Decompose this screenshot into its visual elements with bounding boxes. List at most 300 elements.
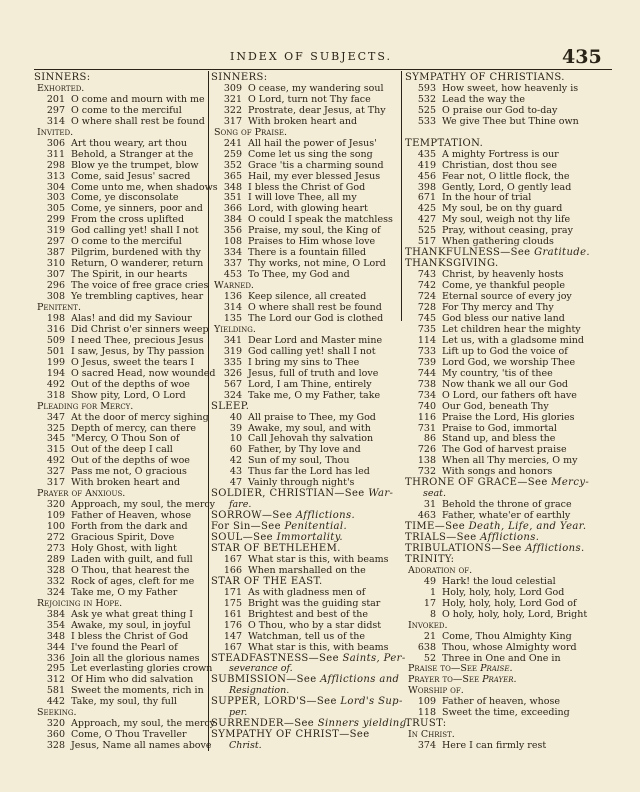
hymn-number: 306	[46, 137, 65, 149]
first-line: Alas! and did my Saviour	[71, 312, 192, 324]
hymn-number: 42	[229, 455, 242, 467]
first-line: Of Him who did salvation	[71, 674, 194, 686]
hymn-number: 334	[223, 247, 242, 259]
hymn-number: 17	[423, 597, 436, 609]
reference-target: Afflictions.	[295, 510, 356, 522]
subject-heading: SYMPATHY OF CHRISTIANS.	[405, 72, 565, 83]
first-line: Ye trembling captives, hear	[71, 291, 204, 303]
hymn-number: 581	[46, 685, 65, 697]
first-line: Keep silence, all created	[248, 291, 367, 303]
index-entry	[405, 610, 613, 621]
first-line: Praise, my soul, the King of	[248, 225, 381, 237]
first-line: Lord God, we worship Thee	[442, 356, 576, 368]
first-line: Gracious Spirit, Dove	[71, 532, 175, 544]
hymn-number: 731	[417, 422, 436, 434]
hymn-number: 366	[223, 203, 242, 215]
column-divider-2	[401, 71, 402, 321]
first-line: Holy, holy, holy, Lord God of	[442, 597, 577, 609]
hymn-number: 427	[417, 214, 436, 226]
hymn-number: 348	[46, 630, 65, 642]
reference-label: SUPPER, LORD'S—See	[211, 696, 341, 708]
index-column-3	[405, 73, 613, 752]
reference-label: THANKFULNESS—See	[405, 247, 535, 259]
first-line: Awake, my soul, in joyful	[71, 619, 191, 631]
hymn-number: 303	[46, 192, 65, 204]
hymn-number: 744	[417, 367, 436, 379]
reference-label: SURRENDER—See	[211, 718, 318, 730]
index-column-1	[34, 72, 218, 752]
subject-heading: TRUST:	[405, 718, 447, 730]
first-line: O cease, my wandering soul	[248, 82, 384, 94]
first-line: My country, 'tis of thee	[442, 367, 553, 379]
first-line: Blow ye the trumpet, blow	[71, 159, 199, 171]
hymn-number: 735	[417, 323, 436, 335]
first-line: How sweet, how heavenly is	[442, 82, 579, 94]
hymn-number: 733	[417, 345, 436, 357]
hymn-number: 166	[223, 564, 242, 576]
hymn-number: 726	[417, 444, 436, 456]
hymn-number: 398	[417, 181, 436, 193]
subheading: Seeking.	[37, 707, 77, 719]
reference-target: per.	[229, 707, 248, 719]
first-line: O where shall rest be found	[248, 302, 382, 314]
hymn-number: 47	[229, 477, 242, 489]
hymn-number: 328	[46, 740, 65, 752]
hymn-number: 297	[46, 104, 65, 116]
index-entry	[211, 391, 399, 402]
first-line: Now thank we all our God	[442, 378, 569, 390]
subheading: Rejoicing in Hope.	[37, 597, 123, 609]
first-line: Come let us sing the song	[248, 148, 373, 160]
hymn-number: 304	[46, 181, 65, 193]
first-line: Fear not, O little flock, the	[442, 170, 570, 182]
first-line: O holy, holy, holy, Lord, Bright	[442, 608, 588, 620]
hymn-number: 365	[223, 170, 242, 182]
hymn-number: 43	[229, 466, 242, 478]
first-line: Did Christ o'er sinners weep	[71, 323, 209, 335]
first-line: Pray, without ceasing, pray	[442, 225, 573, 237]
first-line: O where shall rest be found	[71, 115, 205, 127]
first-line: As with gladness men of	[248, 586, 366, 598]
hymn-number: 307	[46, 269, 65, 281]
hymn-number: 314	[223, 302, 242, 314]
hymn-number: 109	[46, 510, 65, 522]
hymn-number: 198	[46, 312, 65, 324]
hymn-number: 463	[417, 510, 436, 522]
hymn-number: 108	[223, 236, 242, 248]
hymn-number: 740	[417, 400, 436, 412]
first-line: Holy, holy, holy, Lord God	[442, 586, 565, 598]
hymn-number: 114	[417, 334, 436, 346]
reference-target: Mercy-	[551, 477, 590, 489]
hymn-number: 743	[417, 269, 436, 281]
first-line: Let us, with a gladsome mind	[442, 334, 584, 346]
first-line: O praise our God to-day	[442, 104, 558, 116]
first-line: O could I speak the matchless	[248, 214, 393, 226]
subject-heading: TEMPTATION.	[405, 137, 484, 149]
hymn-number: 10	[229, 433, 242, 445]
subheading: Adoration of.	[408, 564, 473, 576]
first-line: Return, O wanderer, return	[71, 258, 204, 270]
first-line: Take me, O my Father, take	[248, 389, 381, 401]
hymn-number: 354	[46, 619, 65, 631]
index-entry	[405, 741, 613, 752]
first-line: Sun of my soul, Thou	[248, 455, 350, 467]
hymn-number: 60	[229, 444, 242, 456]
hymn-number: 116	[417, 411, 436, 423]
hymn-number: 435	[417, 148, 436, 160]
hymn-number: 332	[46, 575, 65, 587]
first-line: Our God, beneath Thy	[442, 400, 549, 412]
hymn-number: 317	[46, 477, 65, 489]
hymn-number: 312	[46, 674, 65, 686]
hymn-number: 745	[417, 312, 436, 324]
reference-label: SORROW—See	[211, 510, 296, 522]
first-line: I saw, Jesus, by Thy passion	[71, 345, 205, 357]
reference-label: Praise to—See	[408, 663, 481, 675]
first-line: Lord, I am Thine, entirely	[248, 378, 372, 390]
first-line: A mighty Fortress is our	[442, 148, 559, 160]
first-line: Thus far the Lord has led	[248, 466, 370, 478]
hymn-number: 241	[223, 137, 242, 149]
hymn-number: 348	[223, 181, 242, 193]
first-line: Gently, Lord, O gently lead	[442, 181, 572, 193]
hymn-number: 492	[46, 378, 65, 390]
first-line: Praises to Him whose love	[248, 236, 376, 248]
hymn-number: 742	[417, 280, 436, 292]
first-line: O come to the merciful	[71, 236, 182, 248]
first-line: Christ, by heavenly hosts	[442, 269, 564, 281]
hymn-number: 320	[46, 499, 65, 511]
hymn-number: 517	[417, 236, 436, 248]
hymn-number: 336	[46, 652, 65, 664]
hymn-number: 501	[46, 345, 65, 357]
subject-heading: STAR OF BETHLEHEM.	[211, 542, 341, 554]
hymn-number: 309	[223, 82, 242, 94]
first-line: Take me, O my Father	[71, 586, 178, 598]
hymn-number: 345	[46, 433, 65, 445]
hymn-number: 39	[229, 422, 242, 434]
reference-label: THRONE OF GRACE—See	[405, 477, 552, 489]
hymn-number: 324	[46, 586, 65, 598]
first-line: Sweet the time, exceeding	[442, 707, 570, 719]
hymn-number: 344	[46, 641, 65, 653]
first-line: Prostrate, dear Jesus, at Thy	[248, 104, 386, 116]
subheading: Worship of.	[408, 685, 464, 697]
reference-target: War-	[368, 488, 394, 500]
reference-label: SOUL—See	[211, 532, 277, 544]
reference-target: Afflictions.	[525, 542, 585, 554]
hymn-number: 739	[417, 356, 436, 368]
hymn-number: 456	[417, 170, 436, 182]
subject-heading: SINNERS:	[34, 72, 91, 83]
hymn-number: 298	[46, 159, 65, 171]
hymn-number: 384	[46, 608, 65, 620]
first-line: From the cross uplifted	[71, 214, 185, 226]
first-line: Out of the deep I call	[71, 444, 173, 456]
reference-label: SUBMISSION—See	[211, 674, 321, 686]
first-line: When all Thy mercies, O my	[442, 455, 578, 467]
hymn-number: 419	[417, 159, 436, 171]
hymn-number: 100	[46, 521, 65, 533]
hymn-number: 296	[46, 280, 65, 292]
reference-continuation	[211, 741, 399, 752]
hymn-number: 40	[229, 411, 242, 423]
hymn-number: 138	[417, 455, 436, 467]
hymn-number: 49	[423, 575, 436, 587]
hymn-number: 31	[423, 499, 436, 511]
hymn-number: 724	[417, 291, 436, 303]
hymn-number: 317	[223, 115, 242, 127]
first-line: All praise to Thee, my God	[248, 411, 376, 423]
first-line: Hark! the loud celestial	[442, 575, 556, 587]
first-line: Grace 'tis a charming sound	[248, 159, 384, 171]
first-line: I bless the Christ of God	[71, 630, 189, 642]
first-line: The God of harvest praise	[442, 444, 567, 456]
first-line: Thy works, not mine, O Lord	[248, 258, 386, 270]
hymn-number: 109	[417, 696, 436, 708]
subject-heading: THANKSGIVING.	[405, 258, 499, 270]
hymn-number: 322	[223, 104, 242, 116]
first-line: Lead the way the	[442, 93, 526, 105]
hymn-number: 525	[417, 104, 436, 116]
first-line: Laden with guilt, and full	[71, 553, 193, 565]
first-line: "Mercy, O Thou Son of	[71, 433, 180, 445]
first-line: Holy Ghost, with light	[71, 542, 177, 554]
first-line: In the hour of trial	[442, 192, 532, 204]
index-column-2	[211, 72, 411, 752]
subject-heading: SINNERS:	[211, 72, 268, 83]
first-line: Stand up, and bless the	[442, 433, 556, 445]
first-line: O Thou, who by a star didst	[248, 619, 382, 631]
hymn-number: 335	[223, 356, 242, 368]
reference-label: SYMPATHY OF CHRIST—See	[211, 729, 370, 741]
subheading: Yielding.	[214, 323, 256, 335]
index-entry	[34, 391, 206, 402]
subheading: Invited.	[37, 126, 74, 138]
reference-label: TRIALS—See	[405, 532, 481, 544]
reference-label: TIME—See	[405, 521, 469, 533]
first-line: Praise to God, immortal	[442, 422, 557, 434]
reference-target: severance of.	[229, 663, 293, 675]
first-line: Come, ye sinners, poor and	[71, 203, 203, 215]
hymn-number: 593	[417, 82, 436, 94]
subheading: Pleading for Mercy.	[37, 400, 134, 412]
hymn-number: 360	[46, 729, 65, 741]
first-line: God calling yet! shall I not	[71, 225, 199, 237]
first-line: Come, ye disconsolate	[71, 192, 179, 204]
first-line: With broken heart and	[71, 477, 181, 489]
first-line: Pilgrim, burdened with thy	[71, 247, 201, 259]
hymn-number: 321	[223, 93, 242, 105]
reference-target: Christ.	[229, 740, 262, 752]
reference-target: Lord's Sup-	[340, 696, 403, 708]
hymn-number: 295	[46, 663, 65, 675]
first-line: Approach, my soul, the mercy	[71, 499, 216, 511]
hymn-number: 21	[423, 630, 436, 642]
hymn-number: 325	[46, 422, 65, 434]
hymn-number: 567	[223, 378, 242, 390]
hymn-number: 272	[46, 532, 65, 544]
hymn-number: 327	[46, 466, 65, 478]
reference-target: Immortality.	[276, 532, 344, 544]
reference-label: For Sin—See	[211, 521, 285, 533]
hymn-number: 161	[223, 608, 242, 620]
hymn-number: 734	[417, 389, 436, 401]
first-line: Here I can firmly rest	[442, 740, 547, 752]
first-line: My soul, be on thy guard	[442, 203, 563, 215]
first-line: O Jesus, sweet the tears I	[71, 356, 195, 368]
first-line: What star is this, with beams	[248, 641, 389, 653]
subheading: In Christ.	[408, 729, 455, 741]
first-line: Lift up to God the voice of	[442, 345, 568, 357]
first-line: Rock of ages, cleft for me	[71, 575, 195, 587]
hymn-number: 176	[223, 619, 242, 631]
first-line: At the door of mercy sighing	[71, 411, 209, 423]
hymn-number: 313	[46, 170, 65, 182]
subject-heading: TRINITY:	[405, 553, 455, 565]
reference-target: Death, Life, and Year.	[468, 521, 587, 533]
hymn-number: 738	[417, 378, 436, 390]
hymn-number: 732	[417, 466, 436, 478]
reference-target: Praise.	[480, 663, 513, 675]
hymn-number: 384	[223, 214, 242, 226]
first-line: Ask ye what great thing I	[71, 608, 193, 620]
first-line: Let everlasting glories crown	[71, 663, 213, 675]
subheading: Prayer of Anxious.	[37, 488, 126, 500]
first-line: Father of Heaven, whose	[71, 510, 192, 522]
hymn-number: 352	[223, 159, 242, 171]
first-line: Come, Thou Almighty King	[442, 630, 572, 642]
first-line: Bright was the guiding star	[248, 597, 381, 609]
subject-heading: SLEEP.	[211, 400, 250, 412]
first-line: God calling yet! shall I not	[248, 345, 376, 357]
reference-target: Penitential.	[284, 521, 348, 533]
reference-target: Afflictions.	[480, 532, 540, 544]
hymn-number: 442	[46, 696, 65, 708]
subject-heading: STAR OF THE EAST.	[211, 575, 323, 587]
reference-label: SOLDIER, CHRISTIAN—See	[211, 488, 369, 500]
first-line: Let children hear the mighty	[442, 323, 581, 335]
hymn-number: 453	[223, 269, 242, 281]
hymn-number: 532	[417, 93, 436, 105]
first-line: Approach, my soul, the mercy	[71, 718, 216, 730]
first-line: Come, ye thankful people	[442, 280, 565, 292]
first-line: Pass me not, O gracious	[71, 466, 187, 478]
first-line: Jesus, Name all names above	[71, 740, 212, 752]
subheading: Penitent.	[37, 302, 81, 314]
running-title: INDEX OF SUBJECTS.	[230, 50, 393, 63]
first-line: Father, by Thy love and	[248, 444, 361, 456]
hymn-number: 167	[223, 641, 242, 653]
hymn-number: 315	[46, 444, 65, 456]
hymn-number: 638	[417, 641, 436, 653]
reference-target: Sinners yielding.	[317, 718, 411, 730]
first-line: Father, whate'er of earthly	[442, 510, 571, 522]
subheading: Exhorted.	[37, 82, 85, 94]
hymn-number: 320	[46, 718, 65, 730]
hymn-number: 319	[46, 225, 65, 237]
hymn-number: 728	[417, 302, 436, 314]
hymn-number: 299	[46, 214, 65, 226]
first-line: Depth of mercy, can there	[71, 422, 197, 434]
hymn-number: 167	[223, 553, 242, 565]
hymn-number: 259	[223, 148, 242, 160]
hymn-number: 305	[46, 203, 65, 215]
hymn-number: 533	[417, 115, 436, 127]
hymn-number: 351	[223, 192, 242, 204]
first-line: Take, my soul, thy full	[71, 696, 177, 708]
hymn-number: 425	[417, 203, 436, 215]
reference-target: Gratitude.	[534, 247, 590, 259]
first-line: With broken heart and	[248, 115, 358, 127]
hymn-number: 1	[429, 586, 436, 598]
first-line: Out of the depths of woe	[71, 378, 190, 390]
hymn-number: 289	[46, 553, 65, 565]
reference-target: Saints, Per-	[342, 652, 406, 664]
first-line: For Thy mercy and Thy	[442, 302, 554, 314]
index-entry	[34, 740, 212, 752]
first-line: Behold the throne of grace	[442, 499, 572, 511]
first-line: O come and mourn with me	[71, 93, 205, 105]
first-line: Forth from the dark and	[71, 521, 188, 533]
hymn-number: 86	[423, 433, 436, 445]
hymn-number: 118	[417, 707, 436, 719]
hymn-number: 525	[417, 225, 436, 237]
hymn-number: 337	[223, 258, 242, 270]
first-line: O Lord, our fathers oft have	[442, 389, 577, 401]
hymn-number: 171	[223, 586, 242, 598]
first-line: What star is this, with beams	[248, 553, 389, 565]
first-line: The Spirit, in our hearts	[71, 269, 188, 281]
first-line: O Thou, that hearest the	[71, 564, 190, 576]
first-line: Sweet the moments, rich in	[71, 685, 204, 697]
first-line: I will love Thee, all my	[248, 192, 357, 204]
hymn-number: 509	[46, 334, 65, 346]
first-line: My soul, weigh not thy life	[442, 214, 571, 226]
hymn-number: 136	[223, 291, 242, 303]
first-line: I've found the Pearl of	[71, 641, 178, 653]
first-line: With songs and honors	[442, 466, 553, 478]
subheading: Song of Praise.	[214, 126, 288, 138]
hymn-number: 341	[223, 334, 242, 346]
first-line: The voice of free grace cries	[71, 280, 209, 292]
first-line: Three in One and One in	[442, 652, 561, 664]
hymn-number: 147	[223, 630, 242, 642]
first-line: Behold, a Stranger at the	[71, 148, 194, 160]
hymn-number: 135	[223, 312, 242, 324]
first-line: Out of the depths of woe	[71, 455, 190, 467]
hymn-number: 194	[46, 367, 65, 379]
first-line: Awake, my soul, and with	[248, 422, 371, 434]
first-line: Show pity, Lord, O Lord	[71, 389, 186, 401]
first-line: Art thou weary, art thou	[71, 137, 187, 149]
hymn-number: 671	[417, 192, 436, 204]
hymn-number: 308	[46, 291, 65, 303]
hymn-number: 324	[223, 389, 242, 401]
first-line: Dear Lord and Master mine	[248, 334, 383, 346]
reference-label: TRIBULATIONS—See	[405, 542, 526, 554]
first-line: To Thee, my God and	[248, 269, 350, 281]
subheading: Invoked.	[408, 619, 448, 631]
first-line: All hail the power of Jesus'	[248, 137, 377, 149]
hymn-number: 356	[223, 225, 242, 237]
reference-target: fare.	[229, 499, 252, 511]
first-line: I bring my sins to Thee	[248, 356, 360, 368]
hymn-number: 318	[46, 389, 65, 401]
hymn-number: 175	[223, 597, 242, 609]
hymn-number: 387	[46, 247, 65, 259]
